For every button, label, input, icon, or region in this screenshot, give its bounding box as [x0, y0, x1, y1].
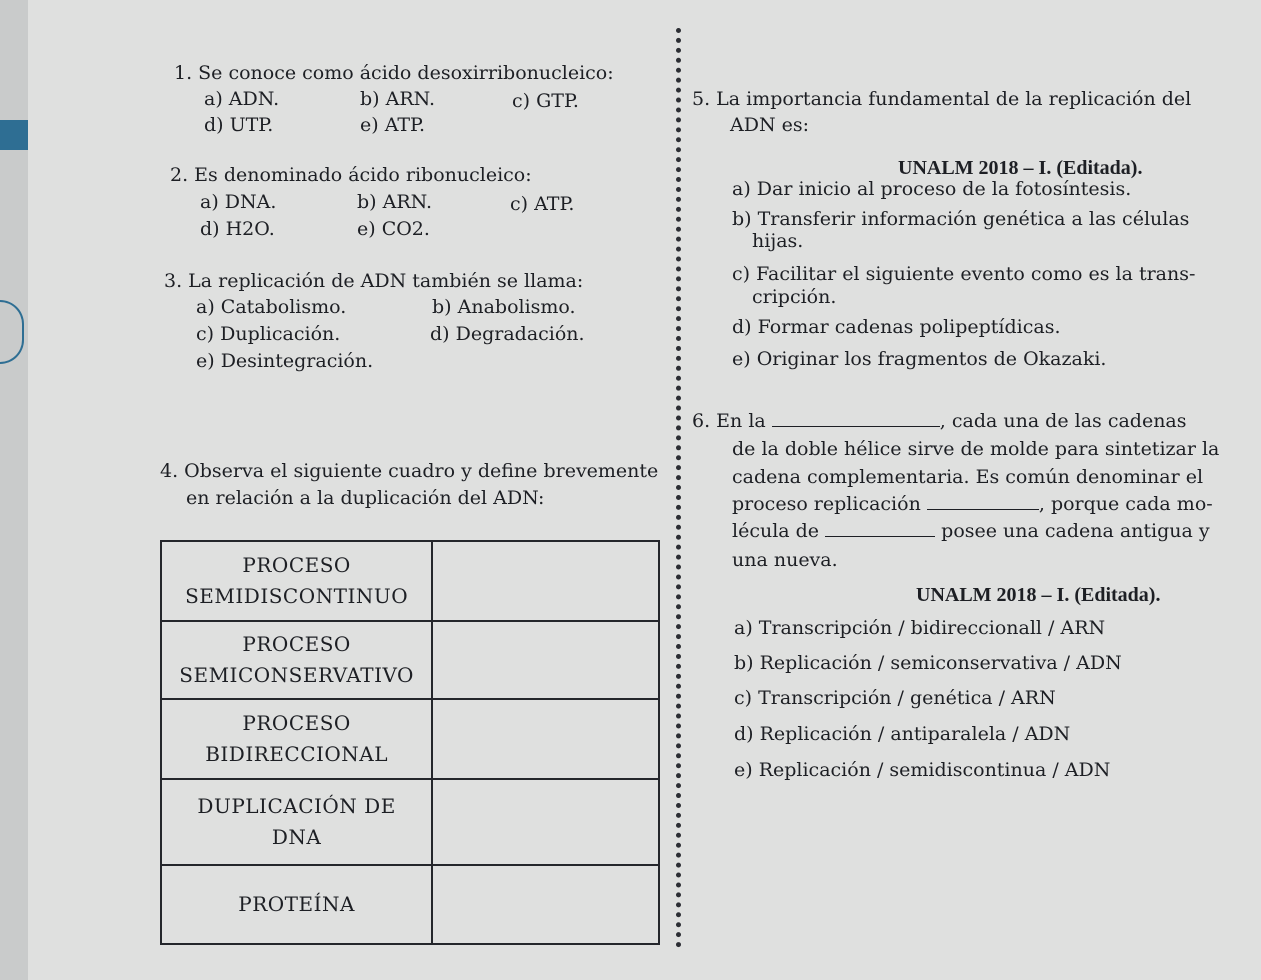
adjacent-page-mark	[0, 120, 28, 150]
q5-source: UNALM 2018 – I. (Editada).	[898, 157, 1143, 179]
q1-option[interactable]: a) ADN.	[204, 88, 280, 110]
q4-stem-continued: en relación a la duplicación del ADN:	[186, 487, 545, 509]
q6-text: de la doble hélice sirve de molde para sintetizar la	[732, 438, 1220, 460]
q6-option[interactable]: c) Transcripción / genética / ARN	[734, 687, 1056, 709]
q3-option[interactable]: a) Catabolismo.	[196, 296, 347, 318]
row-label: PROCESO SEMIDISCONTINUO	[161, 541, 432, 621]
column-divider	[676, 28, 681, 948]
q6-text: lécula de	[732, 520, 820, 542]
q1-stem: 1. Se conoce como ácido desoxirribonucleico:	[174, 62, 614, 84]
q6-option[interactable]: a) Transcripción / bidireccionall / ARN	[734, 617, 1106, 639]
q6-option[interactable]: b) Replicación / semiconservativa / ADN	[734, 652, 1122, 674]
q2-stem: 2. Es denominado ácido ribonucleico:	[170, 164, 532, 186]
q5-option[interactable]: c) Facilitar el siguiente evento como es la trans-	[732, 263, 1196, 285]
q3-stem: 3. La replicación de ADN también se llama:	[164, 270, 584, 292]
answer-cell[interactable]	[432, 699, 659, 779]
q2-option[interactable]: e) CO2.	[357, 218, 430, 240]
q6-blank-1[interactable]	[772, 412, 940, 427]
q2-option[interactable]: b) ARN.	[357, 191, 433, 213]
q3-option[interactable]: c) Duplicación.	[196, 323, 341, 345]
table-row	[161, 865, 659, 944]
q5-stem-continued: ADN es:	[730, 114, 810, 136]
q3-option[interactable]: d) Degradación.	[430, 323, 585, 345]
q1-option[interactable]: b) ARN.	[360, 88, 436, 110]
q6-text: , cada una de las cadenas	[939, 410, 1187, 432]
q6-blank-3[interactable]	[825, 522, 935, 537]
q5-stem: 5. La importancia fundamental de la replicación del	[692, 88, 1192, 110]
q6-text: , porque cada mo-	[1038, 493, 1213, 515]
table-row	[161, 541, 659, 621]
q5-option[interactable]: a) Dar inicio al proceso de la fotosíntesis.	[732, 178, 1132, 200]
table-row	[161, 779, 659, 865]
row-label: DUPLICACIÓN DE DNA	[161, 779, 432, 865]
answer-cell[interactable]	[432, 779, 659, 865]
q6-text: 6. En la	[692, 410, 766, 432]
q6-text: posee una cadena antigua y	[941, 520, 1210, 542]
q2-option[interactable]: c) ATP.	[510, 193, 575, 215]
q6-text: proceso replicación	[732, 493, 921, 515]
q3-option[interactable]: e) Desintegración.	[196, 350, 374, 372]
q6-option[interactable]: d) Replicación / antiparalela / ADN	[734, 723, 1071, 745]
table-row	[161, 699, 659, 779]
q6-blank-2[interactable]	[927, 495, 1039, 510]
row-label: PROCESO BIDIRECCIONAL	[161, 699, 432, 779]
table-row	[161, 621, 659, 699]
q5-option[interactable]: d) Formar cadenas polipeptídicas.	[732, 316, 1061, 338]
row-label: PROTEÍNA	[161, 865, 432, 944]
q6-text: una nueva.	[732, 549, 838, 571]
answer-cell[interactable]	[432, 621, 659, 699]
q5-option[interactable]: e) Originar los fragmentos de Okazaki.	[732, 348, 1107, 370]
answer-cell[interactable]	[432, 541, 659, 621]
q5-option-continued: cripción.	[752, 286, 837, 308]
q1-option[interactable]: d) UTP.	[204, 114, 274, 136]
q5-option[interactable]: b) Transferir información genética a las células	[732, 208, 1190, 230]
q4-stem: 4. Observa el siguiente cuadro y define brevemente	[160, 460, 659, 482]
q5-option-continued: hijas.	[752, 230, 804, 252]
duplication-table	[160, 540, 660, 945]
q6-text: cadena complementaria. Es común denominar el	[732, 466, 1204, 488]
q6-option[interactable]: e) Replicación / semidiscontinua / ADN	[734, 759, 1111, 781]
answer-cell[interactable]	[432, 865, 659, 944]
q2-option[interactable]: a) DNA.	[200, 191, 277, 213]
q6-source: UNALM 2018 – I. (Editada).	[916, 584, 1161, 606]
q1-option[interactable]: c) GTP.	[512, 90, 579, 112]
q1-option[interactable]: e) ATP.	[360, 114, 426, 136]
row-label: PROCESO SEMICONSERVATIVO	[161, 621, 432, 699]
q3-option[interactable]: b) Anabolismo.	[432, 296, 576, 318]
q2-option[interactable]: d) H2O.	[200, 218, 275, 240]
